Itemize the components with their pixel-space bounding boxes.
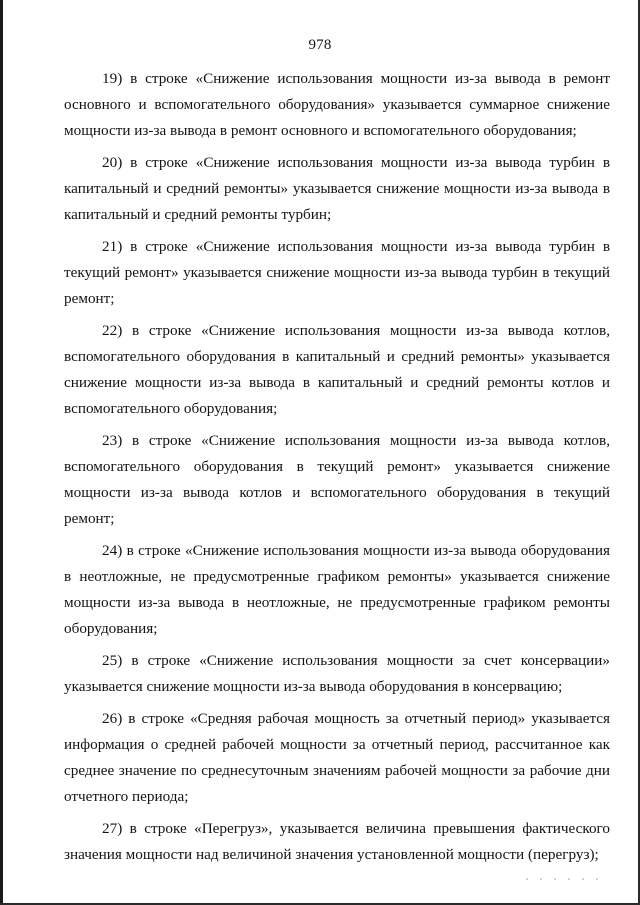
paragraph-21: 21) в строке «Снижение использования мощности из-за вывода турбин в текущий ремонт» указывается снижение мощности из-за вывода турбин в текущий ремонт; bbox=[64, 238, 610, 307]
scan-left-border bbox=[0, 0, 3, 905]
paragraph-25: 25) в строке «Снижение использования мощности за счет консервации» указывается снижение мощности из-за вывода оборудования в консервацию; bbox=[64, 652, 610, 695]
paragraph-20: 20) в строке «Снижение использования мощности из-за вывода турбин в капитальный и средний ремонты» указывается снижение мощности из-за вывода в капитальный и средний ремонты турбин; bbox=[64, 154, 610, 223]
paragraph-22: 22) в строке «Снижение использования мощности из-за вывода котлов, вспомогательного оборудования в капитальный и средний ремонты» указывается снижение мощности из-за вывода в капитальный и средний ремонты котлов и вспомогательного оборудования; bbox=[64, 322, 610, 417]
page-number: 978 bbox=[308, 37, 332, 53]
paragraph-26: 26) в строке «Средняя рабочая мощность за отчетный период» указывается информация о средней рабочей мощности за отчетный период, рассчитанное как среднее значение по среднесуточным значениям рабочей мощности за рабочие дни отчетного периода; bbox=[64, 710, 610, 805]
paragraph-19: 19) в строке «Снижение использования мощности из-за вывода в ремонт основного и вспомогательного оборудования» указывается суммарное снижение мощности из-за вывода в ремонт основного и вспомогательного оборудования; bbox=[64, 70, 610, 139]
paragraph-24: 24) в строке «Снижение использования мощности из-за вывода оборудования в неотложные, не предусмотренные графиком ремонты» указывается снижение мощности из-за вывода в неотложные, не предусмотренные графиком ремонты оборудования; bbox=[64, 542, 610, 637]
paragraph-23: 23) в строке «Снижение использования мощности из-за вывода котлов, вспомогательного оборудования в текущий ремонт» указывается снижение мощности из-за вывода котлов и вспомогательного оборудования в текущий ремонт; bbox=[64, 432, 610, 527]
paragraph-27: 27) в строке «Перегруз», указывается величина превышения фактического значения мощности над величиной значения установленной мощности (перегруз); bbox=[64, 820, 610, 863]
document-body bbox=[64, 66, 610, 874]
scan-artifact-dots bbox=[520, 877, 610, 881]
